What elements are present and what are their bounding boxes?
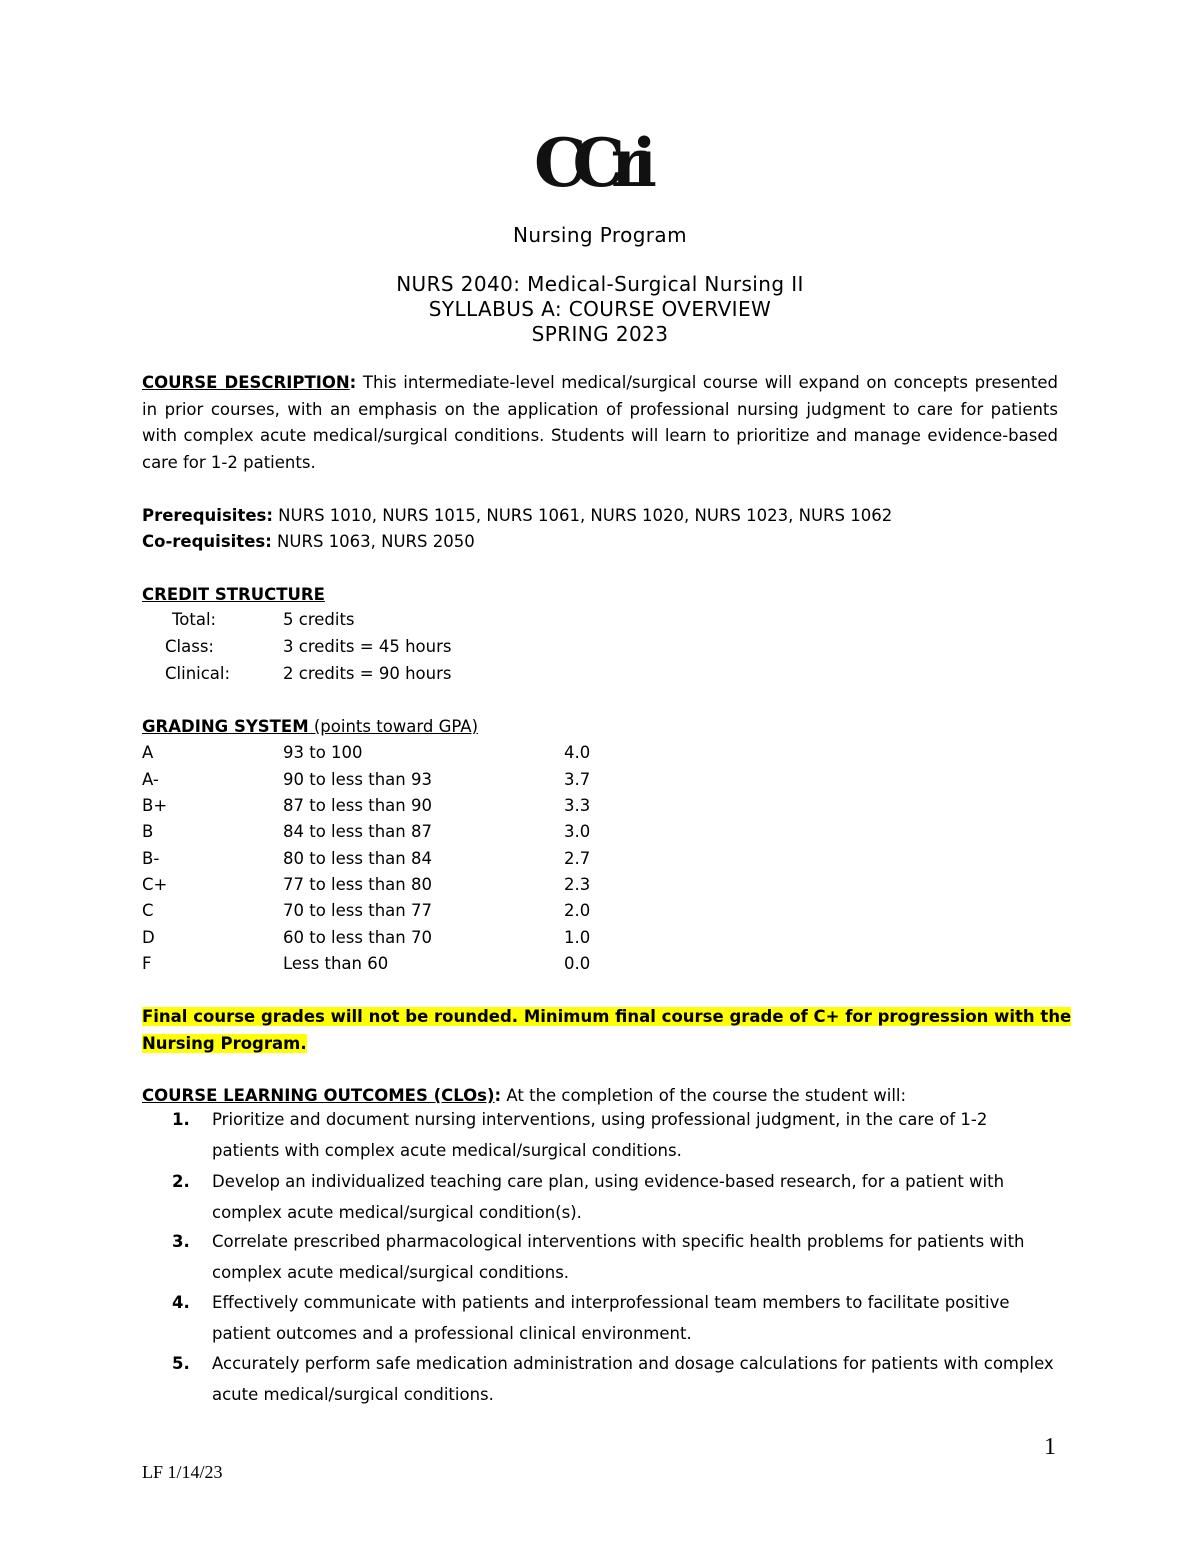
grade-note-line1: Final course grades will not be rounded. Minimum final course grade of C+ for progression with the [142, 1007, 1072, 1026]
credit-structure-title: CREDIT STRUCTURE [142, 585, 325, 604]
credit-class-value: 3 credits = 45 hours [283, 637, 452, 656]
grade-row: C+ 77 to less than 80 2.3 [142, 875, 591, 894]
grade-row: A 93 to 100 4.0 [142, 743, 591, 762]
program-name: Nursing Program [513, 223, 687, 247]
credit-clinical-label: Clinical: [165, 664, 231, 683]
grade-row: C 70 to less than 77 2.0 [142, 901, 591, 920]
term: SPRING 2023 [531, 322, 669, 346]
ccri-logo [534, 128, 666, 200]
prerequisites: Prerequisites: NURS 1010, NURS 1015, NURS 1061, NURS 1020, NURS 1023, NURS 1062 [142, 506, 893, 525]
corequisites: Co-requisites: NURS 1063, NURS 2050 [142, 532, 475, 551]
grade-row: B+ 87 to less than 90 3.3 [142, 796, 591, 815]
credit-total-value: 5 credits [283, 610, 355, 629]
grade-row: B 84 to less than 87 3.0 [142, 822, 591, 841]
version-footer: LF 1/14/23 [142, 1462, 223, 1482]
logo-text: CCri [534, 128, 643, 200]
grade-row: D 60 to less than 70 1.0 [142, 928, 591, 947]
grade-row: A- 90 to less than 93 3.7 [142, 770, 591, 789]
description-text: This intermediate-level medical/surgical course will expand on concepts presented in prior courses, with an emphasis on the application of professional nursing judgment to care for patients with complex acute medical/surgical conditions. Students will learn to prioritize and manage evidence-based care for 1-2 patients. [142, 373, 1058, 472]
grading-title: GRADING SYSTEM (points toward GPA) [142, 717, 479, 736]
description-label: COURSE DESCRIPTION [142, 373, 350, 392]
grade-note-line2: Nursing Program. [142, 1034, 307, 1053]
credit-clinical-value: 2 credits = 90 hours [283, 664, 452, 683]
grade-row: B- 80 to less than 84 2.7 [142, 849, 591, 868]
course-title: NURS 2040: Medical-Surgical Nursing II [396, 272, 804, 296]
credit-class-label: Class: [165, 637, 214, 656]
course-description: COURSE DESCRIPTION: This intermediate-level medical/surgical course will expand on concepts presented in prior courses, with an emphasis on the application of professional nursing judgment to care for patients with complex acute medical/surgical conditions. Students will learn to prioritize and manage evidence-based care for 1-2 patients. [142, 373, 1058, 472]
grade-row: F Less than 60 0.0 [142, 954, 591, 973]
outcomes-heading: COURSE LEARNING OUTCOMES (CLOs): At the completion of the course the student will: [142, 1086, 907, 1105]
credit-total-label: Total: [172, 610, 217, 629]
document-page: CCri Nursing Program NURS 2040: Medical-Surgical Nursing II SYLLABUS A: COURSE OVERVIEW SPRING 2023 COURSE DESCRIPTION: This intermediate-level medical/surgical course will expand on concepts presented in prior courses, with an emphasis on the application of professional nursing judgment to care for patients with complex acute medical/surgical conditions. Students will learn to prioritize and manage evidence-based care for 1-2 patients. Prerequisites: NURS 1010, NURS 1015, NURS 1061, NURS 1020, NURS 1023, NURS 1062 Co-requisites: NURS 1063, NURS 2050 CREDIT STRUCTURE Total: 5 credits Class: 3 credits = 45 hours Clinical: 2 credits = 90 hours GRADING SYSTEM (points toward GPA) A 93 to 100 4.0 A- 90 to less than 93 3.7 B+ 87 to less than 90 3.3 B 84 to less than 87 3.0 B- 80 to less than 84 2.7 C+ 77 to less than 80 2.3 C 70 to less than 77 2.0 D 60 to less than 70 1.0 F Less than 60 0.0 Final course grades will not be rounded. Minimum final course grade of C+ for progression with the Nursing Program. COURSE LEARNING OUTCOMES (CLOs): At the completion of the course the student will: 1. Prioritize and document nursing interventions, using professional judgment, in the care of 1-2 patients with complex acute medical/surgical conditions. 2. Develop an individualized teaching care plan, using evidence-based research, for a patient with complex acute medical/surgical condition(s). 3. Correlate prescribed pharmacological interventions with specific health problems for patients with complex acute medical/surgical conditions. 4. Effectively communicate with patients and interprofessional team members to facilitate positive patient outcomes and a professional clinical environment. 5. Accurately perform safe medication administration and dosage calculations for patients with complex acute medical/surgical conditions. 1 LF 1/14/23 [0, 0, 1200, 1553]
syllabus-title: SYLLABUS A: COURSE OVERVIEW [428, 297, 772, 321]
page-number: 1 [1044, 1434, 1056, 1460]
